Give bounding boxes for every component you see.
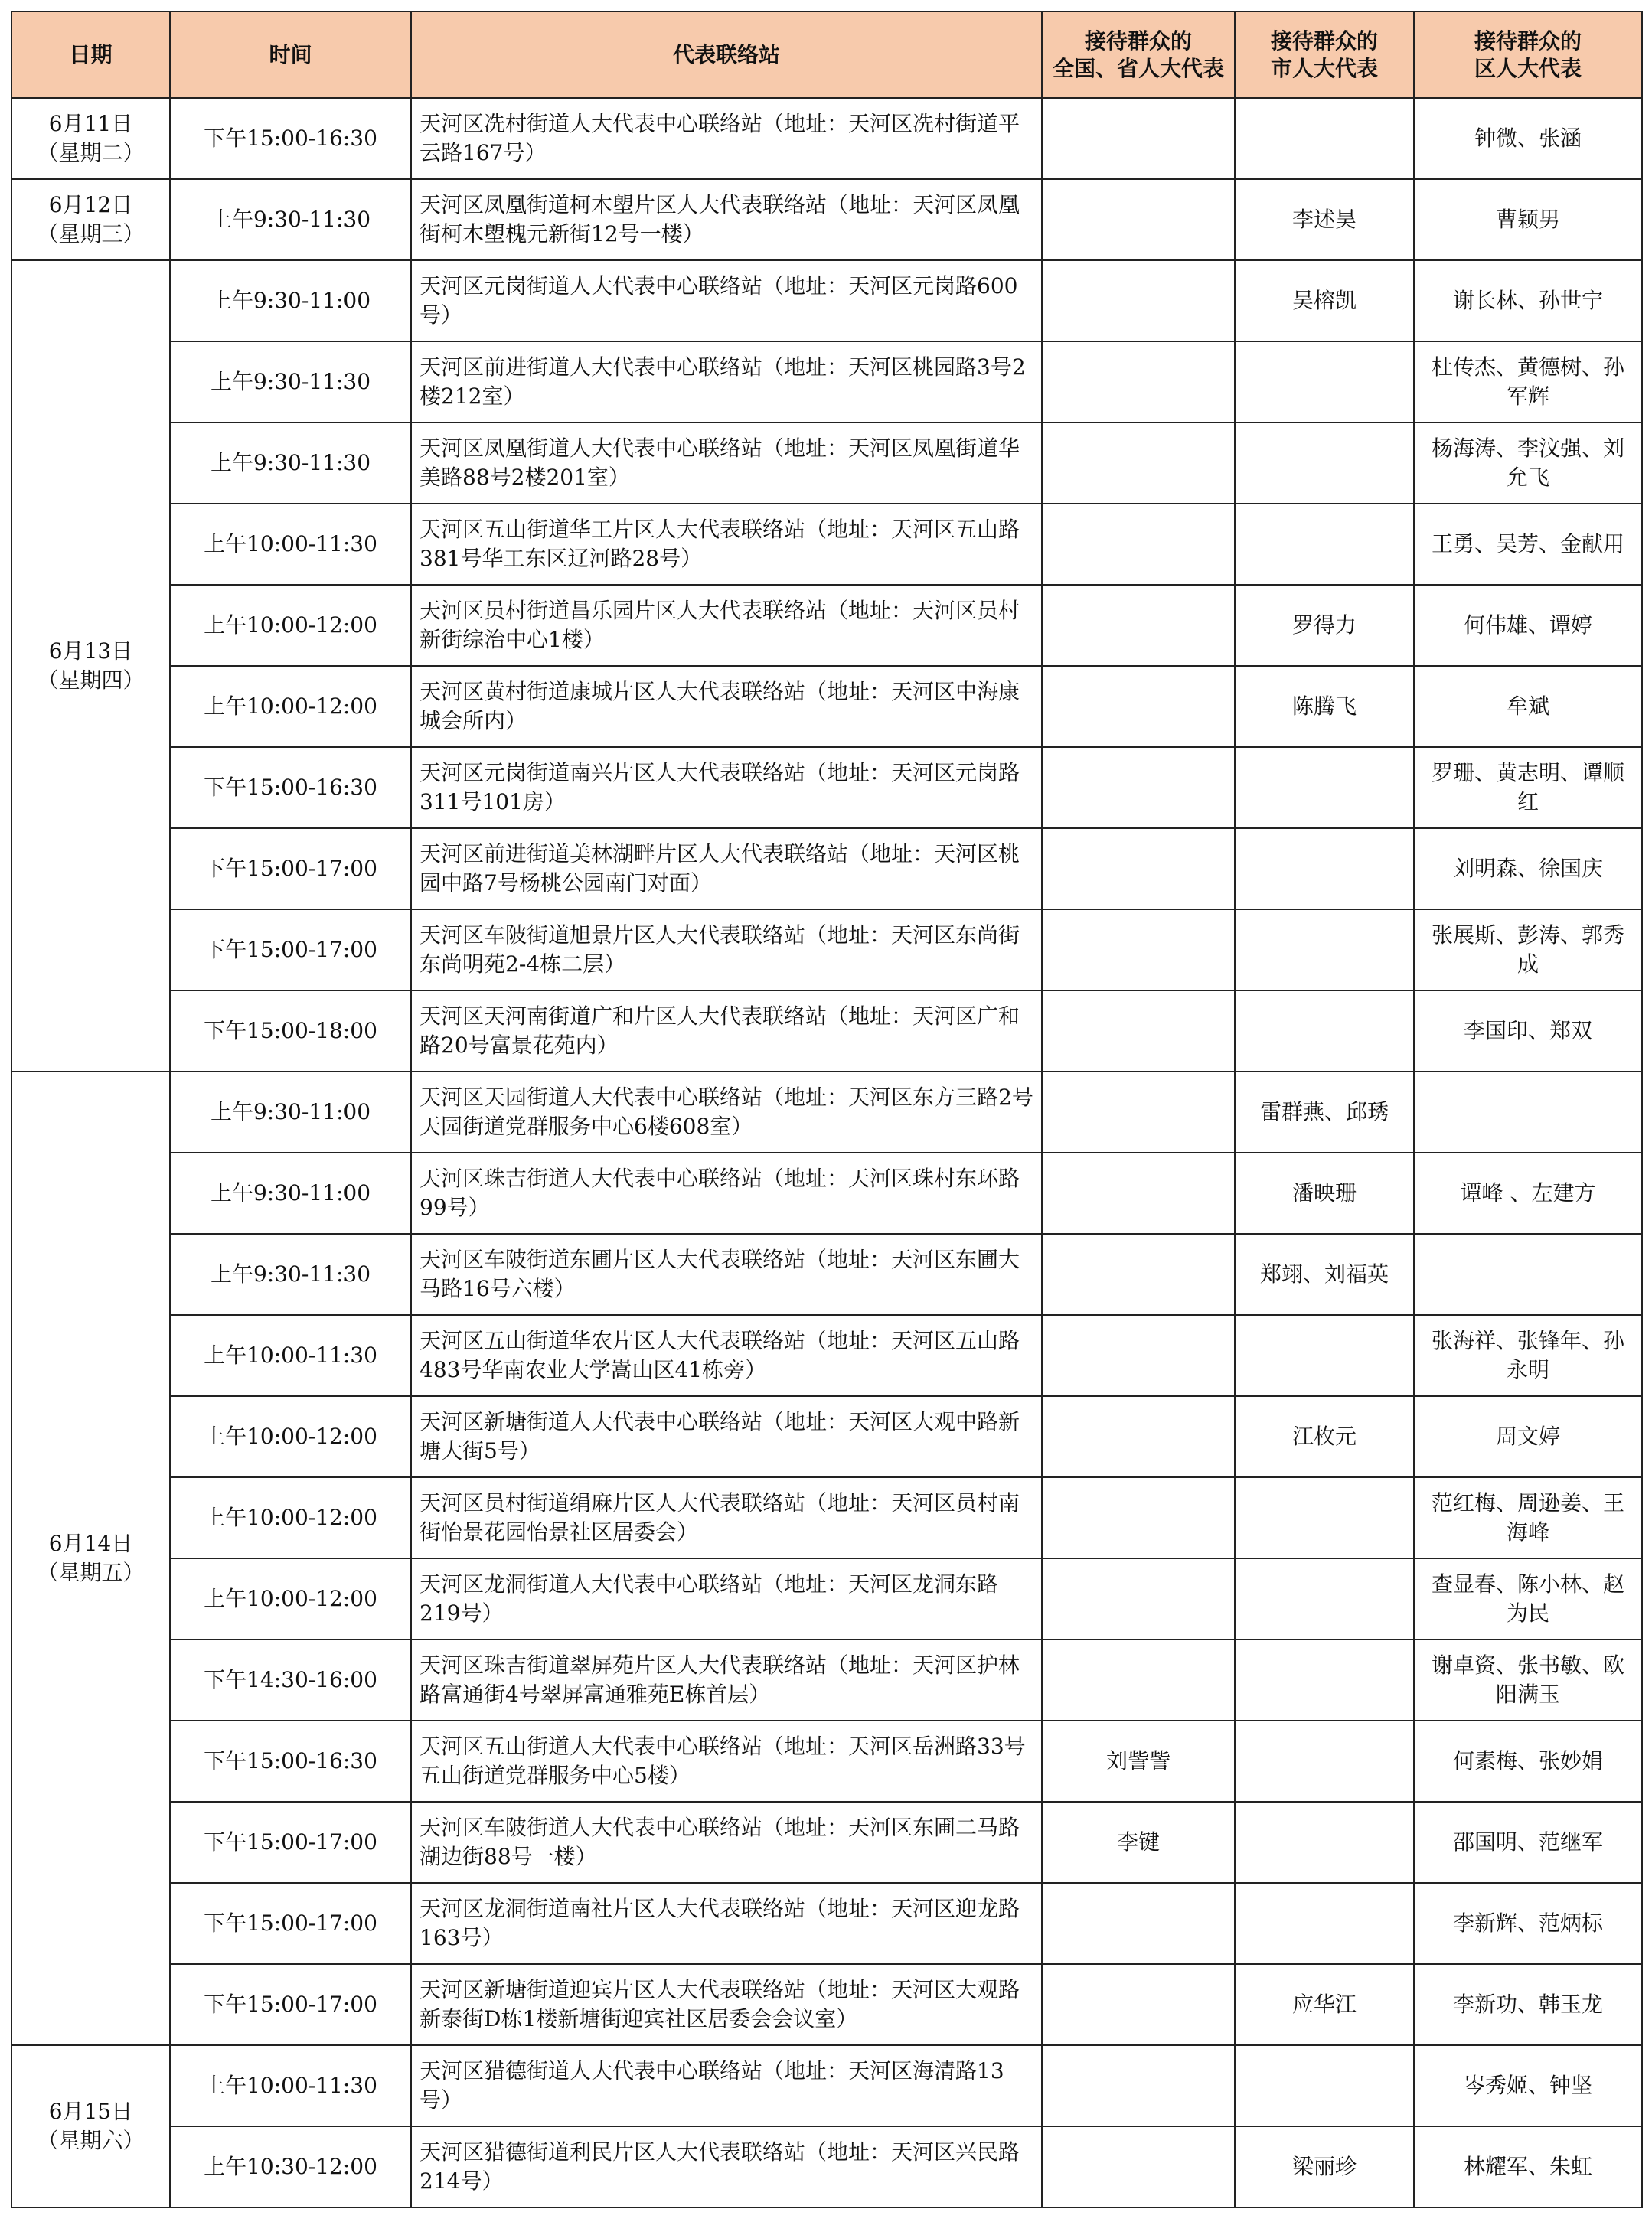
district-deputy-cell: 范红梅、周逊姜、王海峰 [1414, 1477, 1642, 1558]
weekday-label: （星期六） [37, 2128, 145, 2153]
district-deputy-cell: 林耀军、朱虹 [1414, 2126, 1642, 2207]
national-deputy-cell: 李键 [1042, 1802, 1235, 1883]
national-deputy-cell [1042, 990, 1235, 1072]
header-district-deputies: 接待群众的 区人大代表 [1414, 11, 1642, 98]
table-row [11, 747, 1642, 828]
station-cell: 天河区五山街道华农片区人大代表联络站（地址：天河区五山路483号华南农业大学嵩山区41栋旁） [411, 1315, 1042, 1396]
city-deputy-cell [1235, 828, 1414, 909]
table-row [11, 1396, 1642, 1477]
station-cell: 天河区五山街道华工片区人大代表联络站（地址：天河区五山路381号华工东区辽河路28号） [411, 504, 1042, 585]
station-cell: 天河区元岗街道南兴片区人大代表联络站（地址：天河区元岗路311号101房） [411, 747, 1042, 828]
time-cell: 下午15:00-17:00 [170, 1802, 411, 1883]
table-row [11, 2126, 1642, 2207]
city-deputy-cell: 罗得力 [1235, 585, 1414, 666]
station-cell: 天河区黄村街道康城片区人大代表联络站（地址：天河区中海康城会所内） [411, 666, 1042, 747]
national-deputy-cell [1042, 504, 1235, 585]
national-deputy-cell [1042, 2126, 1235, 2207]
date-label: 6月12日 [48, 192, 133, 217]
table-row [11, 504, 1642, 585]
national-deputy-cell [1042, 1234, 1235, 1315]
station-cell: 天河区元岗街道人大代表中心联络站（地址：天河区元岗路600号） [411, 260, 1042, 341]
table-row [11, 1072, 1642, 1153]
district-deputy-cell: 杜传杰、黄德树、孙军辉 [1414, 341, 1642, 423]
time-cell: 上午10:00-12:00 [170, 666, 411, 747]
header-row [11, 11, 1642, 98]
district-deputy-cell: 杨海涛、李汶强、刘允飞 [1414, 423, 1642, 504]
station-cell: 天河区凤凰街道人大代表中心联络站（地址：天河区凤凰街道华美路88号2楼201室） [411, 423, 1042, 504]
time-cell: 上午10:00-11:30 [170, 2045, 411, 2126]
table-row [11, 1153, 1642, 1234]
city-deputy-cell [1235, 1802, 1414, 1883]
district-deputy-cell: 邵国明、范继军 [1414, 1802, 1642, 1883]
city-deputy-cell [1235, 98, 1414, 179]
city-deputy-cell: 陈腾飞 [1235, 666, 1414, 747]
national-deputy-cell [1042, 585, 1235, 666]
city-deputy-cell [1235, 747, 1414, 828]
national-deputy-cell [1042, 1558, 1235, 1640]
district-deputy-cell: 李新辉、范炳标 [1414, 1883, 1642, 1964]
national-deputy-cell [1042, 828, 1235, 909]
time-cell: 上午9:30-11:30 [170, 341, 411, 423]
district-deputy-cell: 李新功、韩玉龙 [1414, 1964, 1642, 2045]
district-deputy-cell: 何伟雄、谭婷 [1414, 585, 1642, 666]
time-cell: 上午10:00-12:00 [170, 1396, 411, 1477]
time-cell: 上午9:30-11:00 [170, 260, 411, 341]
national-deputy-cell: 刘訾訾 [1042, 1721, 1235, 1802]
weekday-label: （星期二） [37, 140, 145, 165]
station-cell: 天河区新塘街道迎宾片区人大代表联络站（地址：天河区大观路新泰街D栋1楼新塘街迎宾社区居委会会议室） [411, 1964, 1042, 2045]
time-cell: 下午15:00-17:00 [170, 1883, 411, 1964]
table-row [11, 423, 1642, 504]
table-row [11, 1802, 1642, 1883]
city-deputy-cell: 郑翊、刘福英 [1235, 1234, 1414, 1315]
district-deputy-cell: 张展斯、彭涛、郭秀成 [1414, 909, 1642, 990]
national-deputy-cell [1042, 1964, 1235, 2045]
table-row [11, 909, 1642, 990]
national-deputy-cell [1042, 1072, 1235, 1153]
national-deputy-cell [1042, 1883, 1235, 1964]
district-deputy-cell [1414, 1234, 1642, 1315]
national-deputy-cell [1042, 666, 1235, 747]
table-row [11, 179, 1642, 260]
station-cell: 天河区车陂街道人大代表中心联络站（地址：天河区东圃二马路湖边街88号一楼） [411, 1802, 1042, 1883]
time-cell: 上午9:30-11:30 [170, 179, 411, 260]
district-deputy-cell: 牟斌 [1414, 666, 1642, 747]
station-cell: 天河区天园街道人大代表中心联络站（地址：天河区东方三路2号天园街道党群服务中心6楼608室） [411, 1072, 1042, 1153]
district-deputy-cell: 钟微、张涵 [1414, 98, 1642, 179]
station-cell: 天河区珠吉街道人大代表中心联络站（地址：天河区珠村东环路99号） [411, 1153, 1042, 1234]
table-row [11, 2045, 1642, 2126]
time-cell: 下午14:30-16:00 [170, 1640, 411, 1721]
district-deputy-cell: 李国印、郑双 [1414, 990, 1642, 1072]
time-cell: 下午15:00-16:30 [170, 747, 411, 828]
time-cell: 上午10:00-11:30 [170, 504, 411, 585]
national-deputy-cell [1042, 1640, 1235, 1721]
national-deputy-cell [1042, 909, 1235, 990]
table-row [11, 666, 1642, 747]
station-cell: 天河区新塘街道人大代表中心联络站（地址：天河区大观中路新塘大街5号） [411, 1396, 1042, 1477]
table-row [11, 341, 1642, 423]
national-deputy-cell [1042, 98, 1235, 179]
time-cell: 上午10:30-12:00 [170, 2126, 411, 2207]
station-cell: 天河区车陂街道东圃片区人大代表联络站（地址：天河区东圃大马路16号六楼） [411, 1234, 1042, 1315]
station-cell: 天河区珠吉街道翠屏苑片区人大代表联络站（地址：天河区护林路富通街4号翠屏富通雅苑E栋首层） [411, 1640, 1042, 1721]
time-cell: 上午10:00-12:00 [170, 585, 411, 666]
city-deputy-cell [1235, 341, 1414, 423]
date-cell [11, 2045, 170, 2207]
header-city-deputies: 接待群众的 市人大代表 [1235, 11, 1414, 98]
city-deputy-cell: 江枚元 [1235, 1396, 1414, 1477]
header-station: 代表联络站 [411, 11, 1042, 98]
city-deputy-cell [1235, 1883, 1414, 1964]
station-cell: 天河区冼村街道人大代表中心联络站（地址：天河区冼村街道平云路167号） [411, 98, 1042, 179]
city-deputy-cell: 应华江 [1235, 1964, 1414, 2045]
district-deputy-cell: 王勇、吴芳、金献用 [1414, 504, 1642, 585]
station-cell: 天河区前进街道人大代表中心联络站（地址：天河区桃园路3号2楼212室） [411, 341, 1042, 423]
district-deputy-cell: 岑秀姬、钟坚 [1414, 2045, 1642, 2126]
table-row [11, 1234, 1642, 1315]
city-deputy-cell: 吴榕凯 [1235, 260, 1414, 341]
time-cell: 下午15:00-17:00 [170, 909, 411, 990]
city-deputy-cell: 梁丽珍 [1235, 2126, 1414, 2207]
time-cell: 下午15:00-17:00 [170, 828, 411, 909]
city-deputy-cell [1235, 1640, 1414, 1721]
table-row [11, 1315, 1642, 1396]
national-deputy-cell [1042, 1477, 1235, 1558]
schedule-table [11, 11, 1643, 2208]
national-deputy-cell [1042, 260, 1235, 341]
time-cell: 上午9:30-11:30 [170, 1234, 411, 1315]
time-cell: 上午9:30-11:00 [170, 1153, 411, 1234]
table-row [11, 990, 1642, 1072]
weekday-label: （星期五） [37, 1560, 145, 1585]
district-deputy-cell: 曹颖男 [1414, 179, 1642, 260]
schedule-body [11, 98, 1642, 2207]
weekday-label: （星期四） [37, 667, 145, 693]
table-row [11, 828, 1642, 909]
station-cell: 天河区员村街道绢麻片区人大代表联络站（地址：天河区员村南街怡景花园怡景社区居委会） [411, 1477, 1042, 1558]
table-row [11, 98, 1642, 179]
table-row [11, 1883, 1642, 1964]
district-deputy-cell: 查显春、陈小林、赵为民 [1414, 1558, 1642, 1640]
district-deputy-cell: 谭峰 、左建方 [1414, 1153, 1642, 1234]
district-deputy-cell: 谢卓资、张书敏、欧阳满玉 [1414, 1640, 1642, 1721]
table-row [11, 585, 1642, 666]
table-row [11, 1558, 1642, 1640]
city-deputy-cell [1235, 909, 1414, 990]
table-row [11, 1477, 1642, 1558]
time-cell: 上午9:30-11:00 [170, 1072, 411, 1153]
city-deputy-cell [1235, 1558, 1414, 1640]
city-deputy-cell [1235, 423, 1414, 504]
time-cell: 上午9:30-11:30 [170, 423, 411, 504]
date-cell [11, 179, 170, 260]
city-deputy-cell [1235, 1315, 1414, 1396]
city-deputy-cell: 雷群燕、邱琇 [1235, 1072, 1414, 1153]
district-deputy-cell [1414, 1072, 1642, 1153]
time-cell: 下午15:00-16:30 [170, 1721, 411, 1802]
national-deputy-cell [1042, 1153, 1235, 1234]
station-cell: 天河区前进街道美林湖畔片区人大代表联络站（地址：天河区桃园中路7号杨桃公园南门对面） [411, 828, 1042, 909]
city-deputy-cell [1235, 504, 1414, 585]
national-deputy-cell [1042, 1315, 1235, 1396]
city-deputy-cell: 李述昊 [1235, 179, 1414, 260]
header-national-deputies: 接待群众的 全国、省人大代表 [1042, 11, 1235, 98]
station-cell: 天河区五山街道人大代表中心联络站（地址：天河区岳洲路33号五山街道党群服务中心5楼） [411, 1721, 1042, 1802]
table-row [11, 1964, 1642, 2045]
header-time: 时间 [170, 11, 411, 98]
date-label: 6月14日 [48, 1531, 133, 1556]
station-cell: 天河区猎德街道利民片区人大代表联络站（地址：天河区兴民路214号） [411, 2126, 1042, 2207]
header-date: 日期 [11, 11, 170, 98]
table-row [11, 1640, 1642, 1721]
date-label: 6月11日 [48, 111, 133, 136]
national-deputy-cell [1042, 2045, 1235, 2126]
table-row [11, 1721, 1642, 1802]
date-label: 6月13日 [48, 638, 133, 664]
national-deputy-cell [1042, 747, 1235, 828]
city-deputy-cell [1235, 2045, 1414, 2126]
district-deputy-cell: 谢长林、孙世宁 [1414, 260, 1642, 341]
station-cell: 天河区龙洞街道人大代表中心联络站（地址：天河区龙洞东路219号） [411, 1558, 1042, 1640]
date-label: 6月15日 [48, 2099, 133, 2124]
time-cell: 上午10:00-12:00 [170, 1558, 411, 1640]
station-cell: 天河区猎德街道人大代表中心联络站（地址：天河区海清路13号） [411, 2045, 1042, 2126]
date-cell [11, 1072, 170, 2045]
date-cell [11, 98, 170, 179]
station-cell: 天河区凤凰街道柯木塱片区人大代表联络站（地址：天河区凤凰街柯木塱槐元新街12号一楼） [411, 179, 1042, 260]
national-deputy-cell [1042, 341, 1235, 423]
national-deputy-cell [1042, 423, 1235, 504]
district-deputy-cell: 何素梅、张妙娟 [1414, 1721, 1642, 1802]
table-row [11, 260, 1642, 341]
date-cell [11, 260, 170, 1072]
city-deputy-cell: 潘映珊 [1235, 1153, 1414, 1234]
weekday-label: （星期三） [37, 221, 145, 246]
time-cell: 上午10:00-12:00 [170, 1477, 411, 1558]
national-deputy-cell [1042, 1396, 1235, 1477]
time-cell: 下午15:00-18:00 [170, 990, 411, 1072]
station-cell: 天河区龙洞街道南社片区人大代表联络站（地址：天河区迎龙路163号） [411, 1883, 1042, 1964]
district-deputy-cell: 周文婷 [1414, 1396, 1642, 1477]
district-deputy-cell: 刘明森、徐国庆 [1414, 828, 1642, 909]
station-cell: 天河区员村街道昌乐园片区人大代表联络站（地址：天河区员村新街综治中心1楼） [411, 585, 1042, 666]
time-cell: 下午15:00-16:30 [170, 98, 411, 179]
district-deputy-cell: 罗珊、黄志明、谭顺红 [1414, 747, 1642, 828]
station-cell: 天河区车陂街道旭景片区人大代表联络站（地址：天河区东尚街东尚明苑2-4栋二层） [411, 909, 1042, 990]
time-cell: 下午15:00-17:00 [170, 1964, 411, 2045]
city-deputy-cell [1235, 990, 1414, 1072]
time-cell: 上午10:00-11:30 [170, 1315, 411, 1396]
city-deputy-cell [1235, 1721, 1414, 1802]
national-deputy-cell [1042, 179, 1235, 260]
district-deputy-cell: 张海祥、张锋年、孙永明 [1414, 1315, 1642, 1396]
station-cell: 天河区天河南街道广和片区人大代表联络站（地址：天河区广和路20号富景花苑内） [411, 990, 1042, 1072]
city-deputy-cell [1235, 1477, 1414, 1558]
